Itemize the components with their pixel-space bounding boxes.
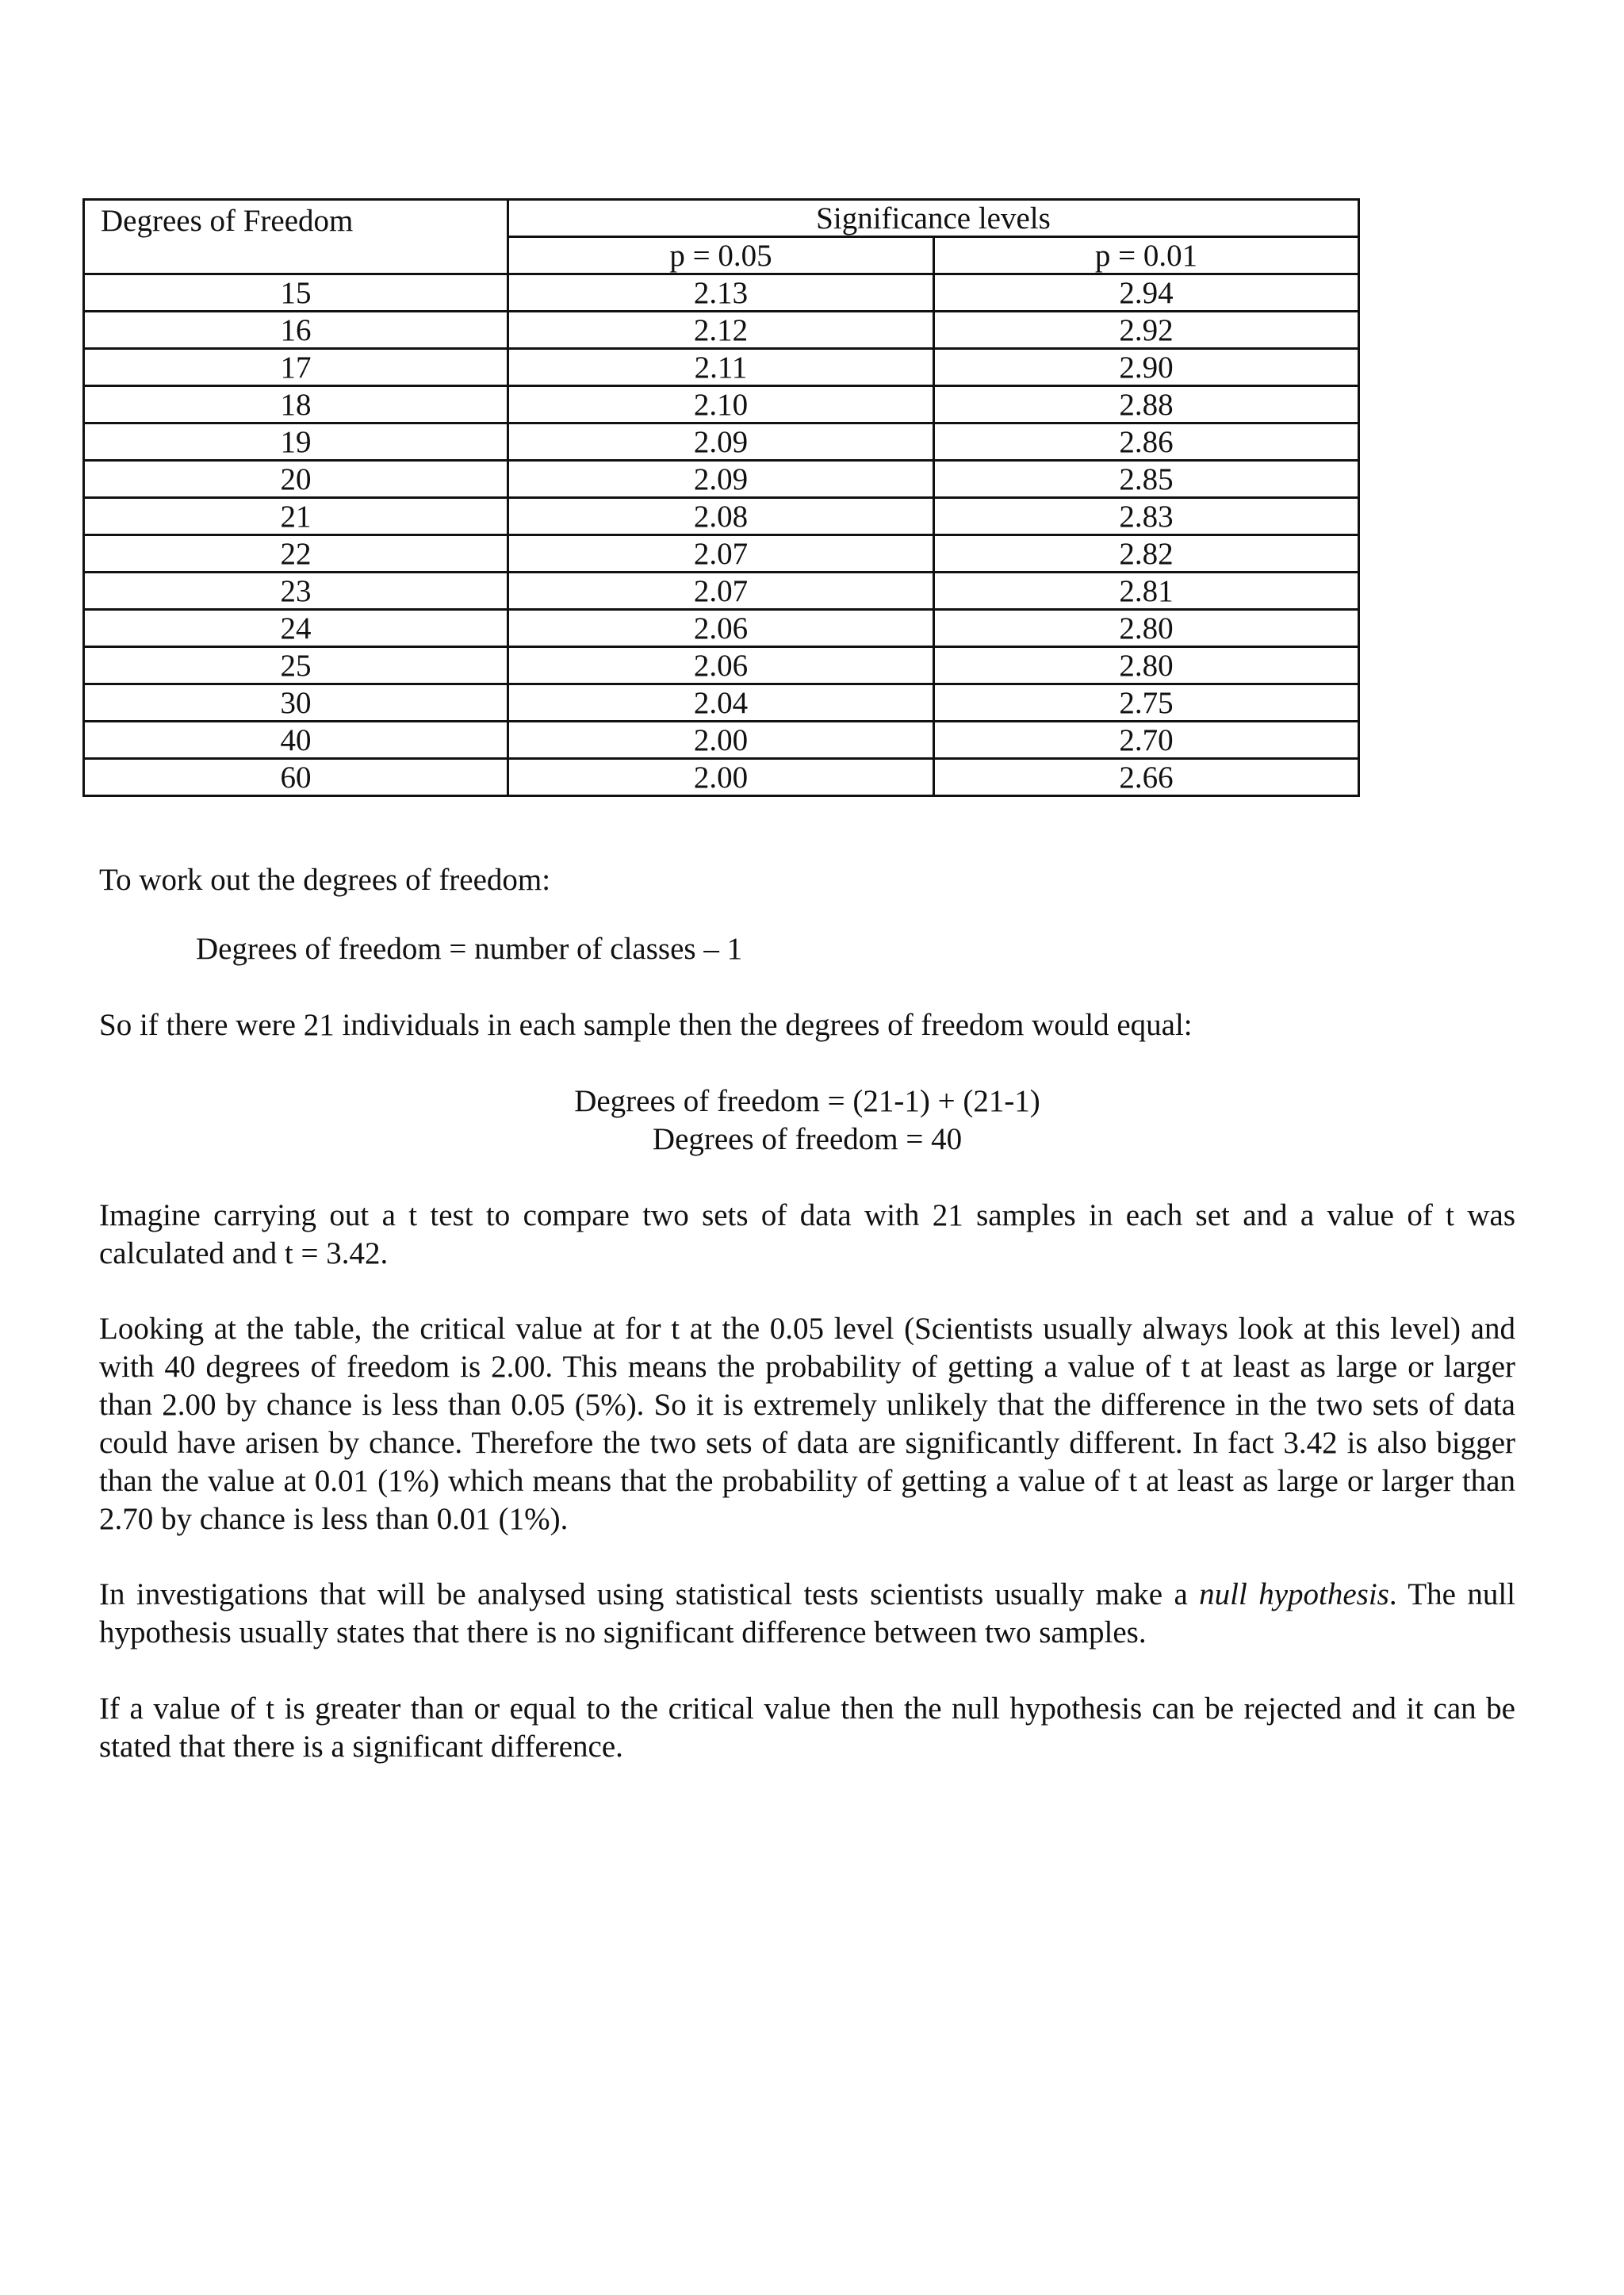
p001-cell: 2.82 [934,535,1359,573]
degrees-of-freedom-header: Degrees of Freedom [84,200,508,274]
df-cell: 23 [84,573,508,610]
calc-line-1: Degrees of freedom = (21-1) + (21-1) [574,1084,1040,1118]
null-hypothesis-paragraph [99,1576,1515,1652]
null-hypothesis-term: null hypothesis [1199,1577,1389,1611]
table-row [84,349,1359,386]
table-row [84,498,1359,535]
ttest-paragraph: Imagine carrying out a t test to compare two sets of data with 21 samples in each set and a value of t was calculated and t = 3.42. [99,1198,1515,1270]
df-cell: 20 [84,461,508,498]
reject-paragraph: If a value of t is greater than or equal to the critical value then the null hypothesis can be rejected and it can be stated that there is a significant difference. [99,1692,1515,1764]
calc-line-2: Degrees of freedom = 40 [652,1122,963,1156]
p005-cell: 2.10 [508,386,934,423]
p001-cell: 2.80 [934,610,1359,647]
p005-cell: 2.00 [508,759,934,796]
intro-text: To work out the degrees of freedom: [99,863,551,897]
p005-cell: 2.04 [508,684,934,722]
p001-cell: 2.92 [934,312,1359,349]
p001-cell: 2.94 [934,274,1359,312]
null-para-before: In investigations that will be analysed using statistical tests scientists usually make a [99,1577,1200,1611]
table-header-row [84,200,1359,237]
table-explanation-paragraph: Looking at the table, the critical value at for t at the 0.05 level (Scientists usually always look at this level) and with 40 degrees of freedom is 2.00. This means the probability of getting a value of t at least as large or larger than 2.00 by chance is less than 0.05 (5%). So it is extremely unlikely that the difference in the two sets of data could have arisen by chance. Therefore the two sets of data are significantly different. In fact 3.42 is also bigger than the value at 0.01 (1%) which means that the probability of getting a value of t at least as large or larger than 2.70 by chance is less than 0.01 (1%). [99,1312,1515,1536]
table-row [84,647,1359,684]
table-row [84,386,1359,423]
p001-cell: 2.80 [934,647,1359,684]
df-cell: 16 [84,312,508,349]
p001-cell: 2.75 [934,684,1359,722]
p005-cell: 2.06 [508,647,934,684]
p001-cell: 2.70 [934,722,1359,759]
p001-cell: 2.81 [934,573,1359,610]
p001-cell: 2.83 [934,498,1359,535]
df-cell: 24 [84,610,508,647]
p005-cell: 2.13 [508,274,934,312]
table-row [84,684,1359,722]
table-row [84,461,1359,498]
df-cell: 25 [84,647,508,684]
df-cell: 17 [84,349,508,386]
table-row [84,274,1359,312]
p005-cell: 2.12 [508,312,934,349]
p005-cell: 2.06 [508,610,934,647]
table-row [84,535,1359,573]
p005-cell: 2.07 [508,535,934,573]
p001-cell: 2.66 [934,759,1359,796]
table-row [84,312,1359,349]
formula-text: Degrees of freedom = number of classes – 1 [196,932,743,966]
table-row [84,610,1359,647]
table-row [84,722,1359,759]
significance-levels-header: Significance levels [508,200,1359,237]
null-para-after: . The null hypothesis usually states that there is no significant difference between two samples. [99,1577,1515,1649]
p005-header: p = 0.05 [508,237,934,274]
p001-header: p = 0.01 [934,237,1359,274]
p001-cell: 2.86 [934,423,1359,461]
example-intro-text: So if there were 21 individuals in each sample then the degrees of freedom would equal: [99,1008,1193,1042]
p001-cell: 2.85 [934,461,1359,498]
t-distribution-table [82,198,1360,797]
p005-cell: 2.00 [508,722,934,759]
table-row [84,573,1359,610]
df-cell: 30 [84,684,508,722]
df-cell: 21 [84,498,508,535]
df-cell: 40 [84,722,508,759]
table-row [84,759,1359,796]
p005-cell: 2.11 [508,349,934,386]
df-cell: 19 [84,423,508,461]
p005-cell: 2.09 [508,461,934,498]
p005-cell: 2.08 [508,498,934,535]
p001-cell: 2.88 [934,386,1359,423]
p005-cell: 2.07 [508,573,934,610]
p001-cell: 2.90 [934,349,1359,386]
p005-cell: 2.09 [508,423,934,461]
df-cell: 15 [84,274,508,312]
df-cell: 18 [84,386,508,423]
table-row [84,423,1359,461]
df-cell: 60 [84,759,508,796]
df-cell: 22 [84,535,508,573]
